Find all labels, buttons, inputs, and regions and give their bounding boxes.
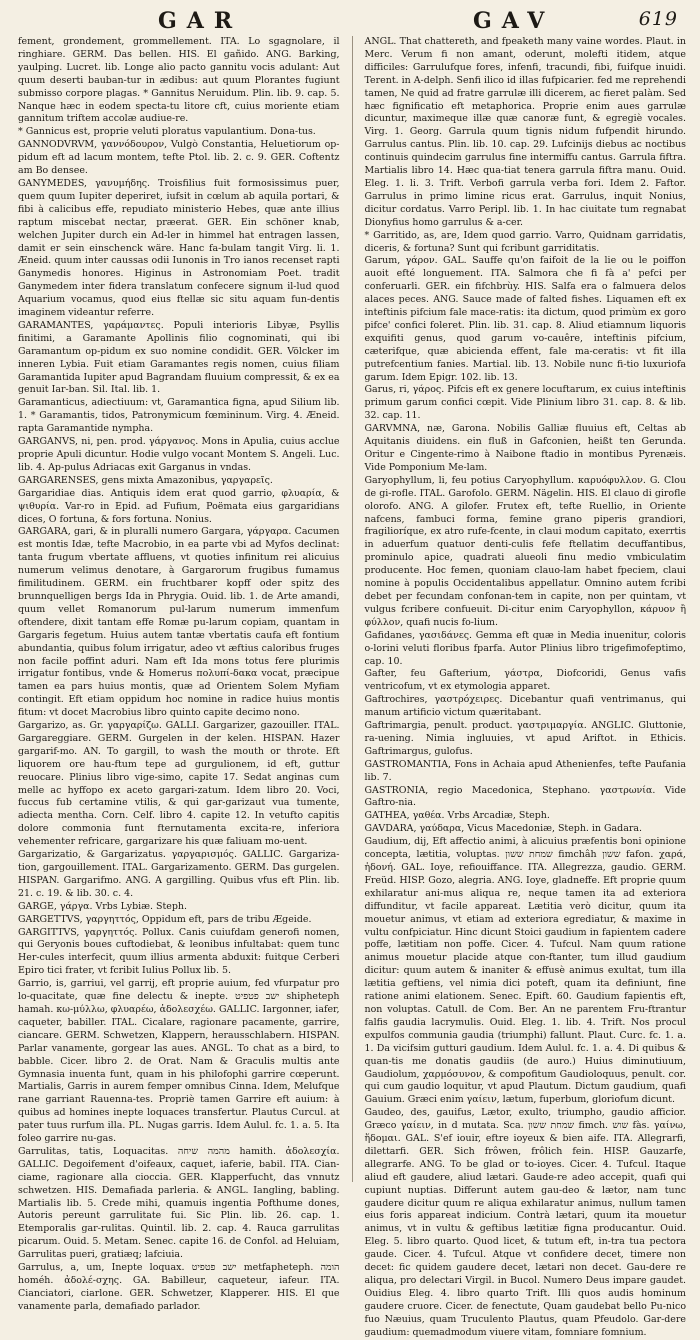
entry: Garamanticus, adiectiuum: vt, Garamantica figna, apud Silium lib. 1. * Garamantis, tidos, Patronymicum fœmininum. Virg. 4. Æneid. rapta Garamantide nympha. bbox=[18, 397, 340, 435]
entry: GARGARENSES, gens mixta Amazonibus, γαργαρεῖς. bbox=[18, 474, 273, 486]
header-right: GAV bbox=[473, 8, 555, 34]
entry: Gaftrochires, γαστρόχειρες. Dicebantur quafi ventrimanus, qui manum artificio victum quæritabant. bbox=[364, 694, 686, 719]
entry: Garrulus, a, um, Inepte loquax. ישב פטפיט metfapheteph. הומה homéh. ἀδολέ-σχης. GA. Babilleur, caqueteur, iafeur. ITA. Cianciatori, ciarlone. GER. Schwetzer, Klapperer. HIS. El que vanamente parla, demafiado parlador. bbox=[18, 1262, 340, 1312]
entry: GATHEA, γαθέα. Vrbs Arcadiæ, Steph. bbox=[364, 810, 550, 822]
entry: GANNODVRVM, γαννόδουρον, Vulgò Constantia, Heluetiorum op-pidum eft ad lacum montem, tefte Ptol. lib. 2. c. 9. GER. Coftentz am Bo densee. bbox=[18, 139, 340, 177]
entry: ANGL. That chattereth, and fpeaketh many vaine wordes. Plaut. in Merc. Verum fi non amant, oderunt, molefti itidem, atque difficiles: Garrulufque fores, infenfi, tracundi, fibi, fuifque inuidi. Terent. in A-delph. Senfi ilico id illas fufpicarier. fed me reprehendi tamen, Ne quid ad fratre garrulæ illi dicerem, ac fieret palàm. Sed hæc fignificatio eft metaphorica. Proprie enim aues garrulæ dicuntur, maximeque illæ quæ canoræ funt, & egregiè vocales. Virg. 1. Georg. Garrula quum tignis nidum fufpendit hirundo. Garrulus cantus. Plin. lib. 10. cap. 29. Lufcinijs diebus ac noctibus continuis quindecim garrulus fine intermiffu cantus. Garrula fiftra. Martialis libro 14. Hæc qua-tiat tenera garrula fiftra manu. Ouid. Eleg. 1. li. 3. Trift. Verbofi garrula verba fori. Idem 2. Faftor. Garrulus in primo limine ricus erat. Garrulus, inquit Nonius, dicitur cordatus. Varro Peripl. lib. 1. In hac ciuitate tum regnabat Dionyfius homo garrulus & a-cer. bbox=[364, 36, 686, 228]
entry: Gafidanes, γασιδάνες. Gemma eft quæ in Media inuenitur, coloris o-lorini veluti floribus fparfa. Autor Plinius libro trigefimofeptimo, cap. 10. bbox=[364, 629, 686, 667]
entry: GARAMANTES, γαράμαντες. Populi interioris Libyæ, Psyllis finitimi, a Garamante Apollinis filio cognominati, qui ibi Garamantum op-pidum ex suo nomine condidit. GER. Völcker im inneren Lybia. Fuit etiam Garamantes regis nomen, cuius filiam Garamantida Iupiter apud Bagrandam fluuium compressit, & ex ea genuit Iar-ban. Sil. Ital. lib. 1. bbox=[18, 319, 340, 396]
left-column bbox=[18, 36, 340, 1312]
running-header bbox=[18, 6, 686, 36]
entry: GARGARA, gari, & in pluralli numero Gargara, γάργαρα. Cacumen est montis Idæ, tefte Macrobio, in ea parte vbi ad Myfos declinat: tanta frugum vbertate affluens, vt quoties infinitum rei alicuius numerum velimus denotare, à Gargarorum frugibus fumamus fimilitudinem. GERM. ein fruchtbarer kopff oder spitz des brunnquelligen bergs Ida in Phrygia. Ouid. lib. 1. de Arte amandi, quum vellet Romanorum pul-larum numerum immenfum oftendere, dixit tantam effe Romæ pu-larum copiam, quantam in Gargaris fegetum. Huius autem tantæ vbertatis caufa eft fontium abundantia, quibus folum irrigatur, adeo vt æftius caloribus fruges non facile poffint aduri. Nam eft Ida mons totus fere plurimis irrigatur fontibus, vnde & Homerus πολυπί-δακα vocat, præcipue tamen ea pars huius montis, quæ ad Orientem Solem Myfiam contingit. Eft etiam oppidum hoc nomine in radice huius montis fitum: vt docet Macrobius libro quinto capite decimo nono. bbox=[18, 526, 340, 719]
entry: Garrulitas, tatis, Loquacitas. מהמה שיחה hamith. ἀδολεσχία. GALLIC. Degoifement d'oifeaux, caquet, iaferie, babil. ITA. Cian-ciame, ragionare alla cioccia. GER. Klapperfucht, das vnnutz schwetzen. HIS. Demafiada parleria. & ANGL. Iangling, babling. Martialis lib. 5. Crede mihi, quamuis ingentia Pofthume dones, Autoris pereunt garrulitate fui. Sic Plin. lib. 26. cap. 1. Etemporalis gar-rulitas. Quintil. lib. 2. cap. 4. Rauca garrulitas picarum. Ouid. 5. Metam. Senec. capite 16. de Confol. ad Heluiam, Garrulitas pueri, gratiæq; lafciuia. bbox=[18, 1145, 340, 1261]
entry: Gaftrimargia, penult. product. γαστριμαργία. ANGLIC. Gluttonie, ra-uening. Nimia ingluuies, vt apud Ariftot. in Ethicis. Gaftrimargus, gulofus. bbox=[364, 720, 686, 757]
entry: GASTROMANTIA, Fons in Achaia apud Athenienfes, tefte Paufania lib. 7. bbox=[364, 758, 686, 783]
entry: Garum, γάρον. GAL. Sauffe qu'on faifoit de la lie ou le poiffon auoit efté longuement. ITA. Salmora che fi fà a' pefci per conferuarli. GER. ein fifchbrùy. HIS. Salfa era o falmuera delos alaces peces. ANG. Sauce made of falted fishes. Liquamen eft ex inteftinis pifcium fale mace-ratis: ita dictum, quod primùm ex goro pifce' confici foleret. Plin. lib. 31. cap. 8. Aliud etiamnum liquoris exquifiti genus, quod garum vo-cauêre, inteftinis pifcium, cæterifque, quæ abicienda effent, fale ma-ceratis: vt fit illa putrefcentium fanies. Martial. lib. 13. Nobile nunc fi-tio luxuriofa garum. Idem Epigr. 102. lib. 13. bbox=[364, 255, 686, 383]
entry: Gargaridiae dias. Antiquis idem erat quod garrio, φλυαρία, & ψιθυρία. Var-ro in Epid. ad Fufium, Poëmata eius gargaridians dices, O fortuna, & fors fortuna. Nonius. bbox=[18, 487, 340, 525]
entry: GARGITTVS, γαργηττός. Pollux. Canis cuiufdam generofi nomen, qui Geryonis boues cuftodiebat, & leonibus infultabat: quem tunc Her-cules interfecit, quum illius armenta abduxit: fuitque Cerberi Epiro tici frater, vt fcribit Iulius Pollux lib. 5. bbox=[18, 926, 340, 977]
entry: Gaudium, dij, Eft affectio animi, à alicuius præfentis boni opinione concepta, lætitia, voluptas. שמחת ששון fimchâh ששון fafon. χαρά, ἡδονή. GAL. Ioye, refiouiffance. ITA. Allegrezza, gaudio. GERM. Freüd. HISP. Gozo, alegria. ANG. Ioye, gladneffe. Eft proprie quum exhilaratur ani-mus aliqua re, neque tamen ita ad exteriora diffunditur, vt facile appareat. Lætitia verò dicitur, quum ita mouetur animus, vt etiam ad exteriora egrediatur, & maxime in vultu confpiciatur. Hinc dicunt Stoici gaudium in fapientem cadere poffe, lætitiam non poffe. Cicer. 4. Tufcul. Nam quum ratione animus mouetur placide atque con-ftanter, tum illud gaudium dicitur: quum autem & inaniter & effusè animus exultat, tum illa lætitia geftiens, vel nimia dici poteft, quam ita definiunt, fine ratione animi elationem. Senec. Epift. 60. Gaudium fapientis eft, non voluptas. Catull. de Com. Ber. An ne parentem Fru-ftrantur falfis gaudia lacrymulis. Ouid. Eleg. 1. lib. 4. Trift. Nos procul expulfos communia gaudia (triumphi) fallunt. Plaut. Curc. fc. 1. a. 1. Da vicifsim gutturi gaudium. Idem Aulul. fc. 1. a. 4. Di quibus & quan-tis me donatis gaudiis (de auro.) Huius diminutiuum, Gaudiolum, χαρμόσυνον, & compofitum Gaudioloquus, penult. cor. qui cum gaudio loquitur, vt apud Plautum. Dictum gaudium, quafi Gauium. Græci enim γαίειν, lætum, fuperbum, gloriofum dicunt. bbox=[364, 836, 686, 1106]
entry: * Garritido, as, are, Idem quod garrio. Varro, Quidnam garridatis, diceris, & fortuna? Sunt qui fcribunt garriditatis. bbox=[364, 229, 686, 254]
entry: GASTRONIA, regio Macedonica, Stephano. γαστρωνία. Vide Gaftro-nia. bbox=[364, 784, 686, 809]
entry: Garyophyllum, li, feu potius Caryophyllum. καρυόφυλλον. G. Clou de gi-rofle. ITAL. Garofolo. GERM. Nägelin. HIS. El clauo di girofle olorofo. ANG. A gilofer. Frutex eft, tefte Ruellio, in Oriente nafcens, fambuci forma, femine grano piperis grandiori, fragilioríque, ex atro rufe-fcente, in claui modum capitato, exerrtis in aduerfum quatuor denti-culis fefe ftellatim decuffantibus, prominulo apice, quadrati alueoli finu medio vmbiculatim producente. Hoc femen, quoniam clauo-lam habet fpeciem, claui nomine à populis Occidentalibus appellatur. Omnino autem fcribi debet per fecundam confonan-tem in capite, non per quintam, vt vulgus fcribere confueuit. Di-citur enim Caryophyllon, κάρυον ἢ φύλλον, quafi nucis fo-lium. bbox=[364, 474, 686, 628]
entry: fement, grondement, grommellement. ITA. Lo sgagnolare, il ringhiare. GERM. Das bellen. HIS. El gañido. ANG. Barking, yaulping. Lucret. lib. Longe alio pacto gannitu vocis adulant: Aut quum deserti bauban-tur in ædibus: aut quum Plorantes fugiunt submisso corpore plagas. * Gannitus Neruidum. Plin. lib. 9. cap. 5. Nanque hæc in eodem specta-tu litore cft, cuius moriente etiam gannitum triftem accolæ audiue-re. bbox=[18, 36, 340, 125]
entry: Gargarizatio, & Gargarizatus. γαργαρισμός. GALLIC. Gargariza-tion, gargouillement. ITAL. Gargarizamento. GERM. Das gurgelen. HISPAN. Gargarifmo. ANG. A gargilling. Quibus vfus eft Plin. lib. 21. c. 19. & lib. 30. c. 4. bbox=[18, 849, 340, 899]
entry: GAVDARA, γαύδαρα, Vicus Macedoniæ, Steph. in Gadara. bbox=[364, 823, 642, 835]
entry: GARGE, γάργα. Vrbs Lybiæ. Steph. bbox=[18, 900, 187, 912]
right-column bbox=[364, 36, 687, 1338]
page-number: 619 bbox=[638, 8, 678, 30]
column-divider bbox=[352, 36, 353, 1182]
entry: GARGANVS, ni, pen. prod. γάργανος. Mons in Apulia, cuius acclue proprie Apuli dicuntur. Hodie vulgo vocant Montem S. Angeli. Luc. lib. 4. Ap-pulus Adriacas exit Garganus in vndas. bbox=[18, 436, 340, 473]
entry: GARVMNA, næ, Garona. Nobilis Galliæ fluuius eft, Celtas ab Aquitanis diuidens. ein fluß in Gafconien, heißt ten Gerunda. Oritur e Cingente-rimo à Naibone ftadio in montibus Pyrenæis. Vide Pomponium Me-lam. bbox=[364, 423, 686, 473]
entry: * Gannicus est, proprie veluti ploratus vapulantium. Dona-tus. bbox=[18, 126, 316, 138]
entry: GANYMEDES, γανυμήδης. Troisfilius fuit formosissimus puer, quem quum Iupiter deperiret, iufsit in cœlum ab aquila portari, & fibi à calicibus effe, repudiato ministerio Hebes, quæ ante illius raptum miscebat nectar, præerat. GER. Ein schöner knab, welchen Jupiter durch ein Ad-ler in himmel hat entragen lassen, damit er sein einschenck wäre. Hanc fa-bulam tangit Virg. li. 1. Æneid. quum inter caussas odii Iunonis in Tro ianos recenset rapti Ganymedis honores. Higinus in Astronomiam Poet. tradit Ganymedem inter fidera translatum confecere signum il-lud quod Aquarium vocamus, quod eius ftellæ sic situ aquam fun-dentis imaginem videantur referre. bbox=[18, 177, 340, 319]
entry: Garus, ri, γάρος. Pifcis eft ex genere locuftarum, ex cuius inteftinis primum garum confici cœpit. Vide Plinium libro 31. cap. 8. & lib. 32. cap. 11. bbox=[364, 384, 686, 422]
entry: Gaudeo, des, gauifus, Lætor, exulto, triumpho, gaudio afficior. Græco γαίειν, in d mutata. Sca. שמחת ששון fimch. שוש fàs. γαίνω, ἥδομαι. GAL. S'ef iouir, eftre ioyeux & bien aife. ITA. Allegrarfi, dilettarfi. GER. Sich frôwen, frôlich fein. HISP. Gauzarfe, allegrarfe. ANG. To be glad or to-ioyes. Cicer. 4. Tufcul. Itaque aliud eft gaudere, aliud lætari. Gaude-re adeo accepit, quafi qui cupiunt nuptias. Differunt autem gau-deo & lætor, nam tunc gaudere dicitur quum re aliqua exhilaratur animus, nullum tamen eius foris appareat indicium. Contrà lætari, quum ita mouetur animus, vt in vultu & geftibus lætitiæ figna producantur. Ouid. Eleg. 5. libro quarto. Quod licet, & tutum eft, in-tra tua pectora gaude. Cicer. 4. Tufcul. Atque vt confidere decet, timere non decet: fic quidem gaudere decet, lætari non decet. Gau-dere re aliqua, pro delectari Virgil. in Bucol. Numero Deus impare gaudet. Ouidius Eleg. 4. libro quarto Trift. Illi quos audis hominum gaudere cruore. Cicer. de fenectute, Quam gaudebat bello Pu-nico fuo Næuius, quam Truculento Plautus, quam Pfeudolo. Gar-dere gaudium: quemadmodum viuere vitam, fomniare fomnium. bbox=[364, 1107, 687, 1338]
entry: Garrio, is, garriui, vel garrij, eft proprie auium, fed vfurpatur pro lo-quacitate, quæ fine delectu & inepte. ישב פטפיט shipheteph hamah. κω-μύλλω, φλυαρέω, ἀδολεσχέω. GALLIC. Iargonner, iafer, caqueter, babiller. ITAL. Cicalare, ragionare pacamente, garrire, ciancare. GERM. Schwetzen, Klappern, herausschlabern. HISPAN. Parlar vanamente, gorgear las aues. ANGL. To chat as a bird, to babble. Cicer. libro 2. de Orat. Nam & Graculis multis ante Gymnasia inuenta funt, quam in his philofophi garrire cœperunt. Martialis, Garris in aurem femper omnibus Cinna. Idem, Melufque rane garriant Rauenna-tes. Propriè tamen Garrire eft auium: à quibus ad homines inepte loquaces transfertur. Plautus Curcul. at pater tuus rurfum illa. PL. Nugas garris. Idem Aulul. fc. 1. a. 5. Ita foleo garrire nu-gas. bbox=[18, 978, 340, 1145]
entry: Gargarizo, as. Gr. γαργαρίζω. GALLI. Gargarizer, gazouiller. ITAL. Gargareggiare. GERM. Gurgelen in der kelen. HISPAN. Hazer gargarif-mo. AN. To gargill, to wash the mouth or throte. Eft liquorem ore hau-ftum tepe ad gurgulionem, id eft, guttur reuocare. Plinius libro vige-simo, capite 17. Sedat anginas cum melle ac hyffopo ex aceto gargari-zatum. Idem libro 20. Voci, fuccus fub certamine vtilis, & qui gar-garizaut vua tumente, adiecta mentha. Corn. Celf. libro 4. capite 12. In vetufto capitis dolore commonia funt fternutamenta excita-re, inferiora vehementer refricare, gargarizare his quæ faliuam mo-uent. bbox=[18, 720, 340, 848]
entry: Gafter, feu Gafterium, γάστρα, Diofcoridi, Genus vafis ventricofum, vt ex etymologia apparet. bbox=[364, 668, 686, 693]
header-left: GAR bbox=[158, 8, 243, 34]
entry: GARGETTVS, γαργηττός, Oppidum eft, pars de tribu Ægeide. bbox=[18, 913, 312, 925]
